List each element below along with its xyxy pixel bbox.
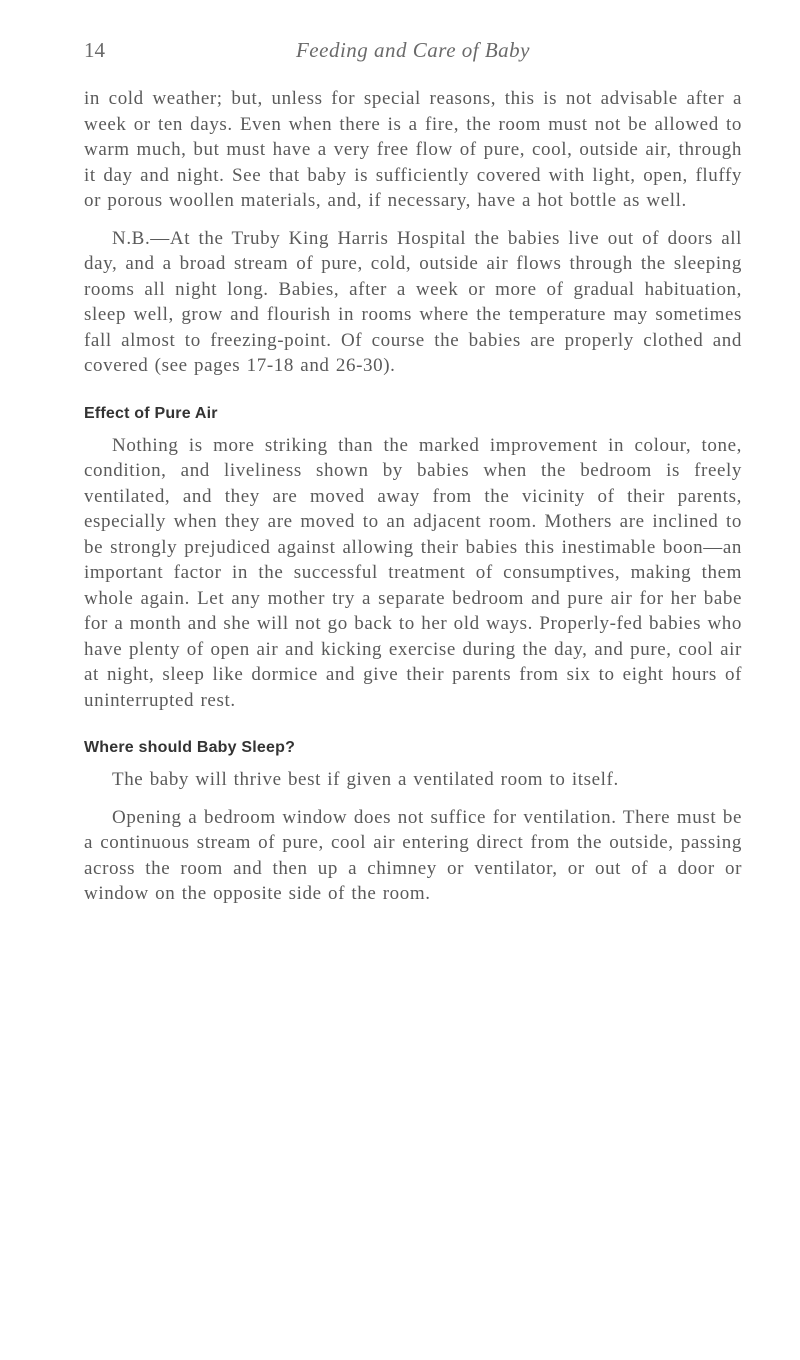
paragraph-pure-air: Nothing is more striking than the marked improvement in colour, tone, condition, and liveliness shown by babies when the bedroom is freely ventilated, and they are moved away from the vicinity of their parents, especially when they are moved to an adjacent room. Mothers are inclined to be strongly prejudiced against allowing their babies this inestimable boon—an important factor in the successful treatment of consumptives, making them whole again. Let any mother try a separate bedroom and pure air for her babe for a month and she will not go back to her old ways. Properly-fed babies who have plenty of open air and kicking exercise during the day, and pure, cool air at night, sleep like dormice and give their parents from six to eight hours of uninterrupted rest. [84, 434, 742, 711]
page-number: 14 [84, 38, 105, 62]
running-head [84, 38, 742, 68]
paragraph-continuation: in cold weather; but, unless for special reasons, this is not advisable after a week or ten days. Even when there is a fire, the room must not be allowed to warm much, but must have a very free flow of pure, cool, outside air, through it day and night. See that baby is sufficiently covered with light, open, fluffy or porous woollen materials, and, if necessary, have a hot bottle as well. [84, 88, 742, 211]
running-title: Feeding and Care of Baby [295, 38, 530, 62]
body-text [84, 86, 742, 907]
section-heading-pure-air: Effect of Pure Air [84, 404, 218, 422]
section-heading-where-sleep: Where should Baby Sleep? [84, 739, 296, 756]
paragraph-thrive: The baby will thrive best if given a ventilated room to itself. [112, 769, 619, 790]
paragraph-ventilation: Opening a bedroom window does not suffice for ventilation. There must be a continuous stream of pure, cool air entering direct from the outside, passing across the room and then up a chimney or ventilator, or out of a door or window on the opposite side of the room. [84, 806, 742, 904]
paragraph-nb: N.B.—At the Truby King Harris Hospital the babies live out of doors all day, and a broad stream of pure, cold, outside air flows through the sleeping rooms all night long. Babies, after a week or more of gradual habituation, sleep well, grow and flourish in rooms where the temperature may sometimes fall almost to freezing-point. Of course the babies are properly clothed and covered (see pages 17-18 and 26-30). [84, 227, 742, 376]
